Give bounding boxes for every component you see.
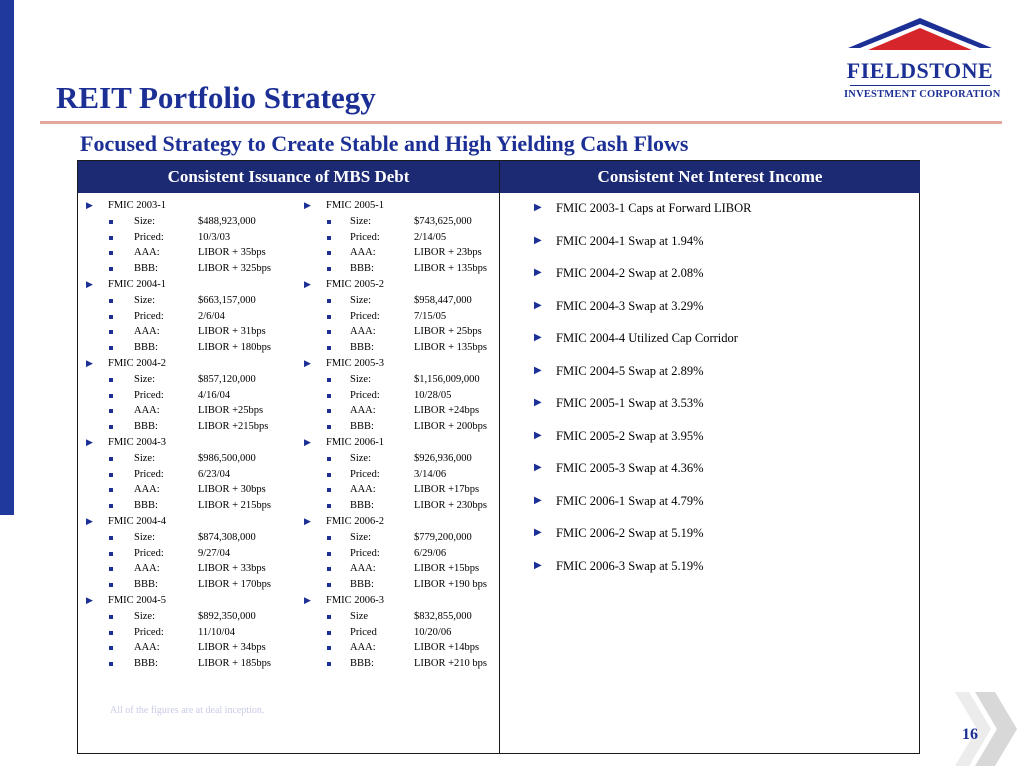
net-interest-text: FMIC 2006-3 Swap at 5.19% [556,558,704,573]
net-interest-item [508,492,908,525]
square-bullet-icon [327,394,331,398]
detail-label: Size: [134,610,155,622]
deal-detail-row [296,403,499,419]
deal-detail-row [296,451,499,467]
triangle-bullet-icon: ▶ [304,436,311,447]
deal-name [296,514,499,530]
detail-label: AAA: [350,642,376,654]
triangle-bullet-icon: ▶ [86,278,93,289]
square-bullet-icon [109,583,113,587]
left-accent-bar [0,0,14,515]
detail-label: BBB: [350,263,374,275]
detail-value: LIBOR + 170bps [198,579,272,591]
deal-detail-row [78,546,288,562]
detail-value: LIBOR + 34bps [198,642,266,654]
deal-detail-row [296,293,499,309]
square-bullet-icon [327,631,331,635]
detail-label: Size: [350,215,371,227]
detail-label: Priced: [134,389,164,401]
deal-label: FMIC 2004-4 [108,515,167,527]
square-bullet-icon [109,631,113,635]
square-bullet-icon [109,615,113,619]
detail-label: Priced: [134,468,164,480]
logo-subtitle: INVESTMENT CORPORATION [844,89,1001,100]
triangle-bullet-icon: ▶ [304,200,311,210]
detail-value: LIBOR + 185bps [198,658,272,670]
detail-label: BBB: [134,500,158,512]
square-bullet-icon [327,583,331,587]
column-divider [499,161,500,754]
triangle-bullet-icon: ▶ [534,299,542,311]
slide-title: REIT Portfolio Strategy [56,80,376,115]
detail-value: $663,157,000 [198,294,256,306]
deal-detail-row [78,656,288,672]
square-bullet-icon [327,236,331,240]
deal-detail-row [78,625,288,641]
triangle-bullet-icon: ▶ [534,397,542,408]
square-bullet-icon [109,646,113,650]
deal-detail-row [296,261,499,277]
detail-value: $832,855,000 [414,610,472,622]
slide-subtitle: Focused Strategy to Create Stable and High Yielding Cash Flows [80,131,689,156]
square-bullet-icon [109,457,113,461]
title-divider [40,121,1002,124]
square-bullet-icon [327,220,331,224]
deal-name [78,593,288,609]
deal-detail-row [296,372,499,388]
deal-name [296,356,499,372]
square-bullet-icon [109,236,113,240]
detail-label: BBB: [350,579,374,591]
issuance-column-left [78,198,288,672]
net-interest-item [508,557,908,590]
detail-value: 6/23/04 [198,468,231,480]
detail-label: AAA: [134,405,160,417]
deal-detail-row [78,230,288,246]
square-bullet-icon [109,299,113,303]
deal-detail-row [78,340,288,356]
detail-label: Priced: [134,547,164,559]
triangle-bullet-icon: ▶ [304,357,311,368]
detail-value: $986,500,000 [198,452,256,464]
deal-detail-row [78,372,288,388]
deal-detail-row [78,324,288,340]
detail-value: $743,625,000 [414,215,472,227]
triangle-bullet-icon: ▶ [304,594,311,605]
deal-detail-row [296,214,499,230]
detail-label: BBB: [134,658,158,670]
detail-value: LIBOR +25bps [198,405,264,417]
net-interest-item [508,264,908,297]
deal-detail-row [296,230,499,246]
square-bullet-icon [327,346,331,350]
detail-label: AAA: [134,484,160,496]
deal-detail-row [78,561,288,577]
square-bullet-icon [327,473,331,477]
triangle-bullet-icon: ▶ [304,278,311,289]
square-bullet-icon [109,552,113,556]
detail-label: Size: [134,452,155,464]
detail-value: LIBOR + 23bps [414,247,482,259]
detail-value: LIBOR + 215bps [198,500,272,512]
detail-value: LIBOR +17bps [414,484,480,496]
detail-label: Priced: [134,231,164,243]
detail-value: 6/29/06 [414,547,447,559]
deal-detail-row [78,451,288,467]
detail-label: Priced [350,626,377,638]
detail-label: Size: [134,531,155,543]
detail-label: Priced: [350,231,380,243]
fieldstone-logo [844,18,1001,108]
detail-value: $958,447,000 [414,294,472,306]
net-interest-text: FMIC 2004-4 Utilized Cap Corridor [556,331,738,345]
square-bullet-icon [109,536,113,540]
square-bullet-icon [327,536,331,540]
net-interest-item [508,524,908,557]
triangle-bullet-icon: ▶ [86,357,93,368]
square-bullet-icon [327,315,331,319]
deal-detail-row [78,403,288,419]
detail-value: LIBOR + 35bps [198,247,266,259]
deal-detail-row [296,656,499,672]
page-number: 16 [962,726,978,743]
detail-value: 3/14/06 [414,468,447,480]
deal-label: FMIC 2003-1 [108,200,167,211]
triangle-bullet-icon: ▶ [534,234,542,246]
detail-value: $1,156,009,000 [414,373,480,385]
deal-name [78,435,288,451]
detail-label: Size: [134,215,155,227]
deal-name [78,198,288,214]
deal-detail-row [78,245,288,261]
square-bullet-icon [109,473,113,477]
detail-label: BBB: [350,342,374,354]
detail-value: LIBOR + 135bps [414,342,488,354]
detail-value: LIBOR + 200bps [414,421,488,433]
net-interest-item [508,459,908,492]
triangle-bullet-icon: ▶ [86,594,93,605]
square-bullet-icon [109,220,113,224]
deal-name [78,514,288,530]
deal-detail-row [78,388,288,404]
triangle-bullet-icon: ▶ [534,494,542,506]
deal-label: FMIC 2006-1 [326,436,385,448]
logo-divider [850,85,990,86]
square-bullet-icon [109,504,113,508]
triangle-bullet-icon: ▶ [86,436,93,447]
detail-value: $779,200,000 [414,531,472,543]
net-interest-text: FMIC 2004-2 Swap at 2.08% [556,266,704,280]
detail-value: LIBOR +24bps [414,405,480,417]
net-interest-text: FMIC 2005-3 Swap at 4.36% [556,461,704,475]
deal-detail-row [78,640,288,656]
deal-detail-row [296,324,499,340]
detail-label: BBB: [134,263,158,275]
detail-label: Priced: [350,389,380,401]
deal-label: FMIC 2005-2 [326,278,385,290]
triangle-bullet-icon: ▶ [534,202,542,213]
header-mbs-debt: Consistent Issuance of MBS Debt [78,161,499,193]
detail-value: LIBOR +210 bps [414,658,488,670]
detail-label: AAA: [134,326,160,338]
detail-value: 4/16/04 [198,389,231,401]
deal-detail-row [296,467,499,483]
square-bullet-icon [327,457,331,461]
net-interest-income-list [508,199,908,589]
deal-name [296,277,499,293]
detail-value: LIBOR + 33bps [198,563,266,575]
detail-label: Priced: [350,310,380,322]
square-bullet-icon [109,425,113,429]
detail-value: 10/28/05 [414,389,452,401]
net-interest-text: FMIC 2004-1 Swap at 1.94% [556,233,704,248]
square-bullet-icon [109,346,113,350]
square-bullet-icon [327,378,331,382]
deal-label: FMIC 2006-2 [326,515,385,527]
logo-name: FIELDSTONE [846,58,994,83]
deal-detail-row [78,609,288,625]
detail-label: AAA: [134,642,160,654]
detail-value: LIBOR + 325bps [198,263,272,275]
deal-name [296,435,499,451]
detail-label: BBB: [350,658,374,670]
detail-label: AAA: [350,405,376,417]
detail-label: Size: [350,531,371,543]
detail-value: 10/20/06 [414,626,452,638]
detail-value: LIBOR + 230bps [414,500,488,512]
deal-detail-row [78,214,288,230]
deal-label: FMIC 2004-2 [108,357,167,369]
deal-detail-row [296,577,499,593]
deal-name [296,593,499,609]
footnote: All of the figures are at deal inception. [110,705,265,716]
detail-value: 9/27/04 [198,547,231,559]
detail-label: Size [350,610,369,622]
triangle-bullet-icon: ▶ [534,429,542,441]
detail-value: $874,308,000 [198,531,256,543]
detail-value: 2/14/05 [414,231,447,243]
detail-label: Priced: [134,626,164,638]
deal-detail-row [296,388,499,404]
net-interest-item [508,427,908,460]
detail-value: LIBOR + 135bps [414,263,488,275]
net-interest-text: FMIC 2006-1 Swap at 4.79% [556,493,704,508]
detail-value: LIBOR + 30bps [198,484,266,496]
square-bullet-icon [327,504,331,508]
square-bullet-icon [109,567,113,571]
detail-value: 2/6/04 [198,310,225,322]
triangle-bullet-icon: ▶ [534,364,542,376]
detail-value: LIBOR +14bps [414,642,480,654]
detail-label: AAA: [350,247,376,259]
net-interest-item [508,297,908,330]
detail-label: Size: [350,373,371,385]
detail-label: Size: [134,373,155,385]
detail-label: AAA: [134,563,160,575]
deal-name [296,198,499,214]
net-interest-text: FMIC 2005-2 Swap at 3.95% [556,428,704,443]
square-bullet-icon [109,394,113,398]
deal-name [78,356,288,372]
triangle-bullet-icon: ▶ [534,559,542,571]
deal-detail-row [296,546,499,562]
detail-value: LIBOR +190 bps [414,579,488,591]
square-bullet-icon [109,330,113,334]
detail-label: BBB: [350,421,374,433]
deal-detail-row [296,245,499,261]
detail-value: LIBOR +215bps [198,421,269,433]
deal-detail-row [78,419,288,435]
square-bullet-icon [327,299,331,303]
deal-detail-row [78,577,288,593]
deal-detail-row [78,309,288,325]
net-interest-item [508,199,908,232]
deal-detail-row [296,530,499,546]
deal-label: FMIC 2004-1 [108,278,167,290]
detail-value: LIBOR + 31bps [198,326,266,338]
detail-label: AAA: [134,247,160,259]
triangle-bullet-icon: ▶ [86,200,93,210]
square-bullet-icon [327,409,331,413]
net-interest-text: FMIC 2006-2 Swap at 5.19% [556,526,704,540]
deal-detail-row [78,498,288,514]
square-bullet-icon [327,251,331,255]
detail-value: 7/15/05 [414,310,447,322]
header-net-interest-income: Consistent Net Interest Income [500,161,920,193]
square-bullet-icon [327,615,331,619]
square-bullet-icon [109,267,113,271]
deal-name [78,277,288,293]
detail-label: AAA: [350,563,376,575]
net-interest-item [508,362,908,395]
strategy-table [77,160,920,754]
deal-detail-row [296,640,499,656]
detail-label: BBB: [350,500,374,512]
detail-value: 10/3/03 [198,231,231,243]
square-bullet-icon [327,330,331,334]
deal-detail-row [296,561,499,577]
deal-detail-row [296,498,499,514]
detail-label: Size: [134,294,155,306]
square-bullet-icon [327,552,331,556]
square-bullet-icon [109,662,113,666]
net-interest-text: FMIC 2004-3 Swap at 3.29% [556,298,704,313]
detail-value: $488,923,000 [198,215,256,227]
square-bullet-icon [327,662,331,666]
detail-label: Priced: [350,547,380,559]
deal-detail-row [296,419,499,435]
square-bullet-icon [327,646,331,650]
detail-value: $857,120,000 [198,373,256,385]
deal-detail-row [296,609,499,625]
detail-value: LIBOR + 25bps [414,326,482,338]
square-bullet-icon [327,488,331,492]
deal-detail-row [296,309,499,325]
square-bullet-icon [327,425,331,429]
detail-value: $926,936,000 [414,452,472,464]
deal-detail-row [78,530,288,546]
square-bullet-icon [109,378,113,382]
detail-label: Priced: [350,468,380,480]
net-interest-item [508,329,908,362]
deal-label: FMIC 2005-3 [326,357,385,369]
deal-label: FMIC 2004-3 [108,436,167,448]
deal-label: FMIC 2006-3 [326,594,385,606]
square-bullet-icon [109,409,113,413]
deal-label: FMIC 2004-5 [108,594,167,606]
detail-label: BBB: [134,342,158,354]
detail-label: BBB: [134,421,158,433]
square-bullet-icon [109,251,113,255]
detail-label: AAA: [350,326,376,338]
detail-label: AAA: [350,484,376,496]
triangle-bullet-icon: ▶ [534,267,542,278]
square-bullet-icon [327,267,331,271]
detail-label: BBB: [134,579,158,591]
deal-detail-row [78,467,288,483]
detail-label: Size: [350,294,371,306]
triangle-bullet-icon: ▶ [304,515,311,526]
detail-label: Size: [350,452,371,464]
triangle-bullet-icon: ▶ [86,515,93,526]
triangle-bullet-icon: ▶ [534,462,542,473]
issuance-column-right [296,198,499,672]
square-bullet-icon [109,315,113,319]
detail-value: LIBOR +15bps [414,563,480,575]
deal-detail-row [78,482,288,498]
net-interest-item [508,232,908,265]
deal-detail-row [296,340,499,356]
house-roof-icon [844,18,996,58]
detail-value: 11/10/04 [198,626,235,638]
detail-value: $892,350,000 [198,610,256,622]
square-bullet-icon [327,567,331,571]
square-bullet-icon [109,488,113,492]
deal-label: FMIC 2005-1 [326,200,385,211]
deal-detail-row [78,293,288,309]
detail-label: Priced: [134,310,164,322]
detail-value: LIBOR + 180bps [198,342,272,354]
net-interest-text: FMIC 2003-1 Caps at Forward LIBOR [556,201,752,215]
deal-detail-row [296,625,499,641]
net-interest-text: FMIC 2004-5 Swap at 2.89% [556,363,704,378]
deal-detail-row [78,261,288,277]
triangle-bullet-icon: ▶ [534,332,542,343]
net-interest-text: FMIC 2005-1 Swap at 3.53% [556,396,704,410]
deal-detail-row [296,482,499,498]
triangle-bullet-icon: ▶ [534,527,542,538]
net-interest-item [508,394,908,427]
